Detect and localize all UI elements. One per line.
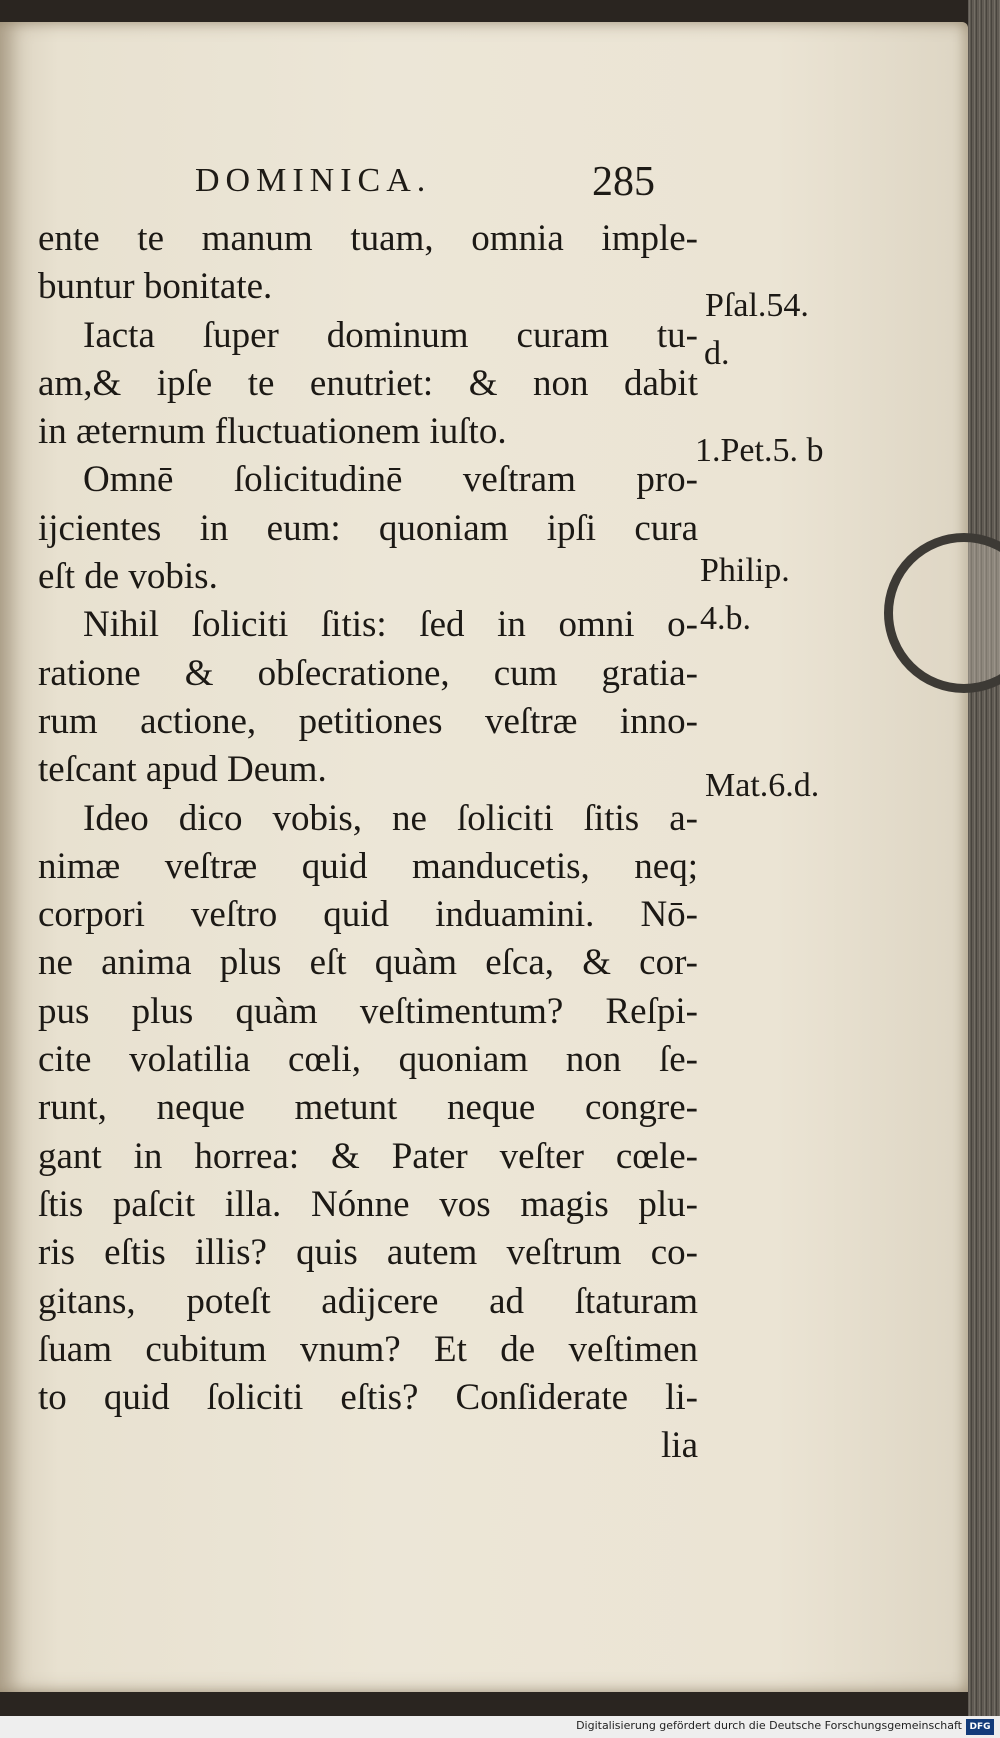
text-line: ente te manum tuam, omnia imple- <box>38 218 698 259</box>
text-line: Omnē ſolicitudinē veſtram pro- <box>83 459 698 501</box>
text-line: ijcientes in eum: quoniam ipſi cura <box>38 507 698 549</box>
footer-credit: Digitalisierung gefördert durch die Deutsche Forschungsgemeinschaft <box>576 1719 962 1732</box>
text-block <box>38 215 698 1471</box>
margin-note-philippians: Philip. <box>700 552 790 589</box>
text-line: gant in horrea: & Pater veſter cœle- <box>38 1135 698 1177</box>
page-number: 285 <box>592 159 655 205</box>
text-line: eſt de vobis. <box>38 556 218 598</box>
text-line: teſcant apud Deum. <box>38 749 327 791</box>
text-line: Nihil ſoliciti ſitis: ſed in omni o- <box>83 604 698 646</box>
text-line: Iacta ſuper dominum curam tu- <box>83 314 698 356</box>
book-page <box>0 22 968 1692</box>
text-line: ris eſtis illis? quis autem veſtrum co- <box>38 1232 698 1274</box>
text-line: nimæ veſtræ quid manducetis, neq; <box>38 845 698 887</box>
footer-bar <box>0 1716 1000 1738</box>
text-line: runt, neque metunt neque congre- <box>38 1087 698 1129</box>
text-line: buntur bonitate. <box>38 266 273 308</box>
text-line: ſtis paſcit illa. Nónne vos magis plu- <box>38 1183 698 1225</box>
text-line: ſuam cubitum vnum? Et de veſtimen <box>38 1328 698 1370</box>
margin-note-psalm-section: d. <box>704 335 730 372</box>
text-line: to quid ſoliciti eſtis? Conſiderate li- <box>38 1377 698 1419</box>
margin-note-peter: 1.Pet.5. b <box>695 432 824 469</box>
text-line: pus plus quàm veſtimentum? Reſpi- <box>38 990 698 1032</box>
page-edge-stack <box>968 0 1000 1738</box>
text-line: ne anima plus eſt quàm eſca, & cor- <box>38 942 698 984</box>
margin-note-matthew: Mat.6.d. <box>705 767 820 804</box>
text-line: am,& ipſe te enutriet: & non dabit <box>38 362 698 404</box>
text-line: rum actione, petitiones veſtræ inno- <box>38 700 698 742</box>
text-line: cite volatilia cœli, quoniam non ſe- <box>38 1039 698 1081</box>
running-head: DOMINICA. <box>195 162 432 199</box>
text-line: ratione & obſecratione, cum gratia- <box>38 652 698 694</box>
text-line: gitans, poteſt adijcere ad ſtaturam <box>38 1280 698 1322</box>
text-line: in æternum fluctuationem iuſto. <box>38 411 507 453</box>
margin-note-psalm: Pſal.54. <box>705 287 809 324</box>
catchword: lia <box>661 1425 698 1467</box>
text-line: corpori veſtro quid induamini. Nō- <box>38 894 698 936</box>
dfg-logo: DFG <box>966 1719 994 1735</box>
text-line: Ideo dico vobis, ne ſoliciti ſitis a- <box>83 797 698 839</box>
margin-note-philippians-section: 4.b. <box>700 600 751 637</box>
